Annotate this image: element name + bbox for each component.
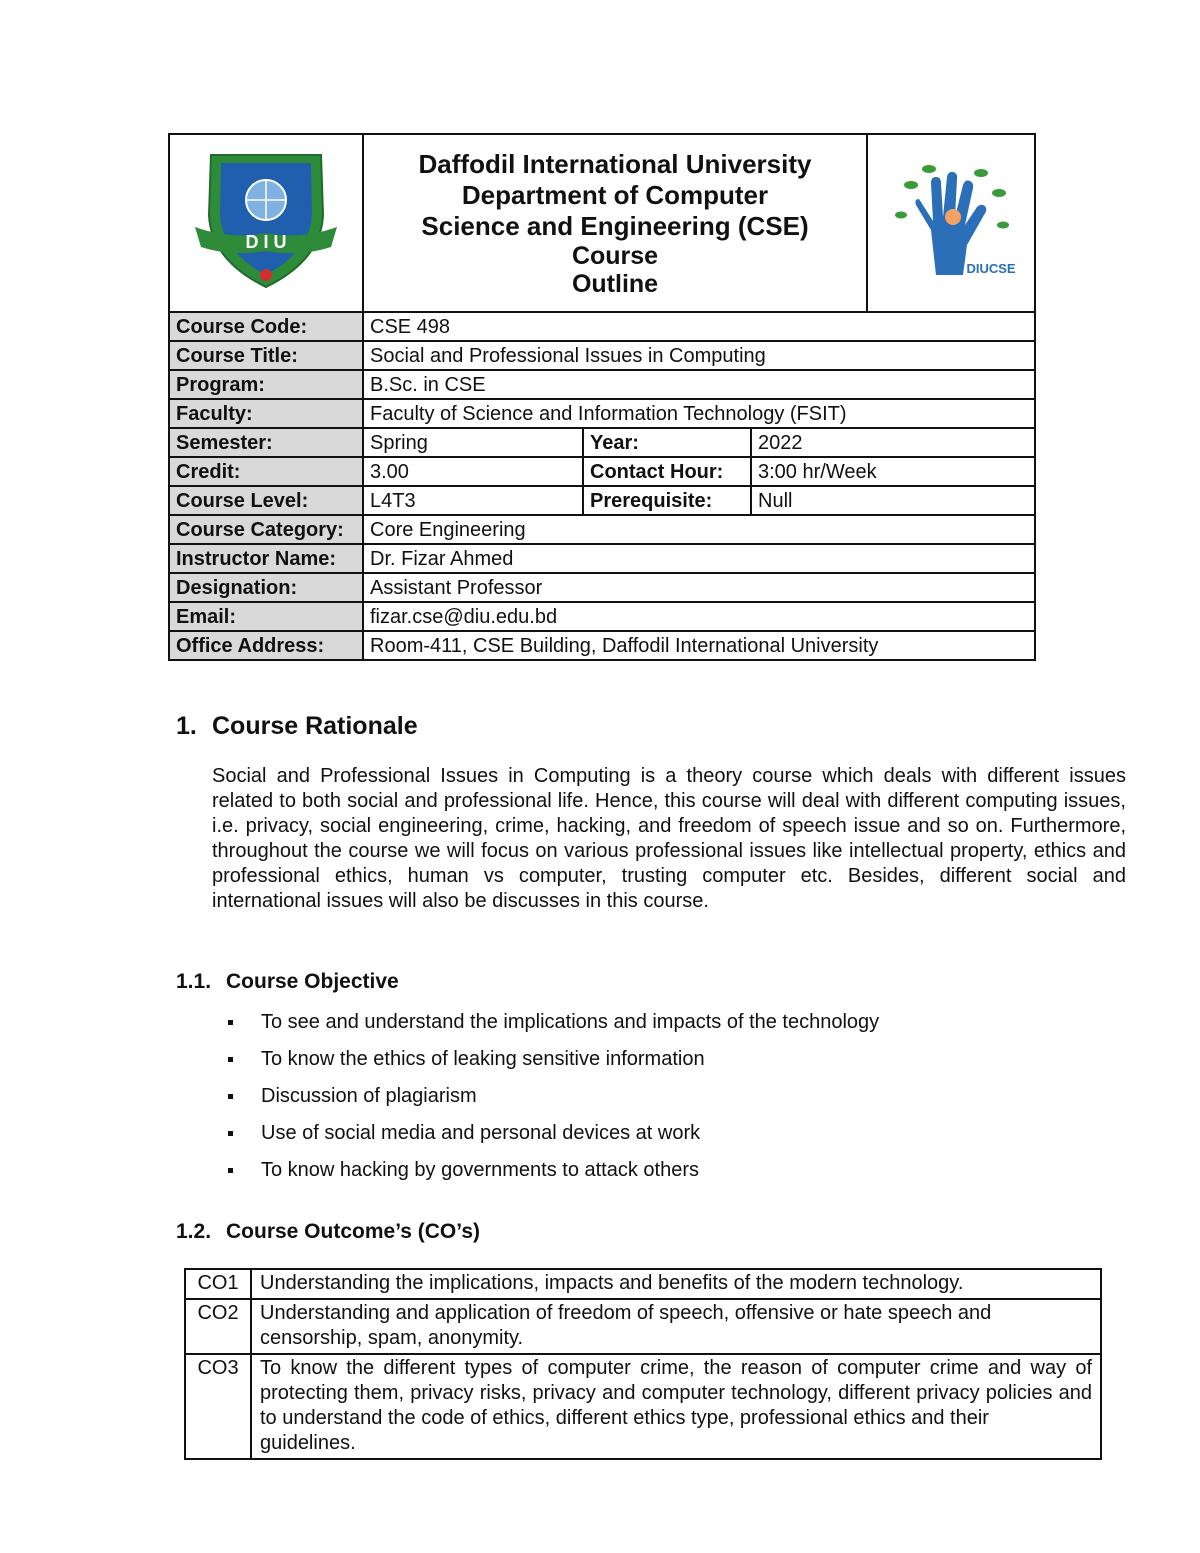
faculty-value: Faculty of Science and Information Technology (FSIT) — [363, 399, 1035, 428]
doc-line-1: Course — [571, 241, 659, 270]
table-row — [185, 1354, 1101, 1459]
designation-label: Designation: — [169, 573, 363, 602]
designation-value: Assistant Professor — [363, 573, 1035, 602]
course-rationale-text: Social and Professional Issues in Computing is a theory course which deals with different issues related to both social and professional life. Hence, this course will deal with different computing issues, i.e. privacy, social engineering, crime, hacking, and freedom of speech issue and so on. Furthermore, throughout the course we will focus on various professional issues like intellectual property, ethics and professional ethics, human vs computer, trusting computer etc. Besides, different social and international issues will also be discusses in this course. — [212, 765, 1126, 912]
semester-label: Semester: — [169, 428, 363, 457]
program-label: Program: — [169, 370, 363, 399]
section-number: 1.2. — [176, 1220, 212, 1243]
doc-line-2: Outline — [571, 269, 659, 298]
course-objective-list — [226, 1008, 879, 1193]
row-course-level — [169, 486, 1035, 515]
contact-hour-label: Contact Hour: — [583, 457, 751, 486]
prerequisite-label: Prerequisite: — [583, 486, 751, 515]
prerequisite-value: Null — [751, 486, 1035, 515]
year-label: Year: — [583, 428, 751, 457]
office-label: Office Address: — [169, 631, 363, 660]
list-item: Discussion of plagiarism — [226, 1082, 879, 1119]
email-value: fizar.cse@diu.edu.bd — [363, 602, 1035, 631]
row-program — [169, 370, 1035, 399]
section-title: Course Rationale — [212, 712, 418, 740]
row-designation — [169, 573, 1035, 602]
row-instructor — [169, 544, 1035, 573]
course-title-value: Social and Professional Issues in Computing — [363, 341, 1035, 370]
row-course-title — [169, 341, 1035, 370]
co-text-continued: guidelines. — [260, 1432, 356, 1454]
row-email — [169, 602, 1035, 631]
diucse-text: DIUCSE — [966, 260, 1016, 276]
row-faculty — [169, 399, 1035, 428]
faculty-label: Faculty: — [169, 399, 363, 428]
co-text: Understanding the implications, impacts and benefits of the modern technology. — [251, 1269, 1101, 1299]
department-line-2: Science and Engineering (CSE) — [421, 210, 809, 241]
list-item: Use of social media and personal devices at work — [226, 1119, 879, 1156]
course-outcomes-table — [184, 1268, 1102, 1460]
section-number: 1. — [176, 712, 197, 740]
co-text-cell — [251, 1354, 1101, 1459]
instructor-label: Instructor Name: — [169, 544, 363, 573]
course-level-value: L4T3 — [363, 486, 583, 515]
co-text: Understanding and application of freedom of speech, offensive or hate speech and censorship, spam, anonymity. — [251, 1299, 1101, 1354]
course-title-label: Course Title: — [169, 341, 363, 370]
department-line-1: Department of Computer — [461, 179, 769, 210]
co-code: CO1 — [185, 1269, 251, 1299]
section-course-outcomes-heading — [176, 1220, 480, 1244]
credit-value: 3.00 — [363, 457, 583, 486]
list-item: To know the ethics of leaking sensitive information — [226, 1045, 879, 1082]
section-title: Course Objective — [226, 970, 399, 993]
diucse-logo-icon — [881, 155, 1021, 285]
co-code: CO2 — [185, 1299, 251, 1354]
row-credit — [169, 457, 1035, 486]
row-office — [169, 631, 1035, 660]
table-row — [185, 1299, 1101, 1354]
logo-letters: D I U — [245, 231, 287, 252]
section-course-objective-heading — [176, 970, 399, 994]
credit-label: Credit: — [169, 457, 363, 486]
contact-hour-value: 3:00 hr/Week — [751, 457, 1035, 486]
email-label: Email: — [169, 602, 363, 631]
row-course-code — [169, 312, 1035, 341]
program-value: B.Sc. in CSE — [363, 370, 1035, 399]
list-item: To know hacking by governments to attack others — [226, 1156, 879, 1193]
section-title: Course Outcome’s (CO’s) — [226, 1220, 480, 1243]
table-row — [185, 1269, 1101, 1299]
co-code: CO3 — [185, 1354, 251, 1459]
row-semester — [169, 428, 1035, 457]
list-item: To see and understand the implications and impacts of the technology — [226, 1008, 879, 1045]
course-info-table — [168, 133, 1036, 661]
instructor-value: Dr. Fizar Ahmed — [363, 544, 1035, 573]
course-code-value: CSE 498 — [363, 312, 1035, 341]
course-category-label: Course Category: — [169, 515, 363, 544]
semester-value: Spring — [363, 428, 583, 457]
header-title-cell — [363, 134, 867, 312]
university-name: Daffodil International University — [418, 148, 812, 179]
year-value: 2022 — [751, 428, 1035, 457]
office-value: Room-411, CSE Building, Daffodil International University — [363, 631, 1035, 660]
course-category-value: Core Engineering — [363, 515, 1035, 544]
logo-cell-right — [867, 134, 1035, 312]
co-text: To know the different types of computer crime, the reason of computer crime and way of protecting them, privacy risks, privacy and computer technology, different privacy policies and to understand the code of ethics, different ethics type, professional ethics and their — [260, 1357, 1092, 1429]
course-code-label: Course Code: — [169, 312, 363, 341]
logo-cell-left — [169, 134, 363, 312]
section-course-rationale-heading — [176, 712, 418, 741]
course-level-label: Course Level: — [169, 486, 363, 515]
diu-logo-icon — [191, 145, 341, 295]
section-number: 1.1. — [176, 970, 212, 993]
row-course-category — [169, 515, 1035, 544]
